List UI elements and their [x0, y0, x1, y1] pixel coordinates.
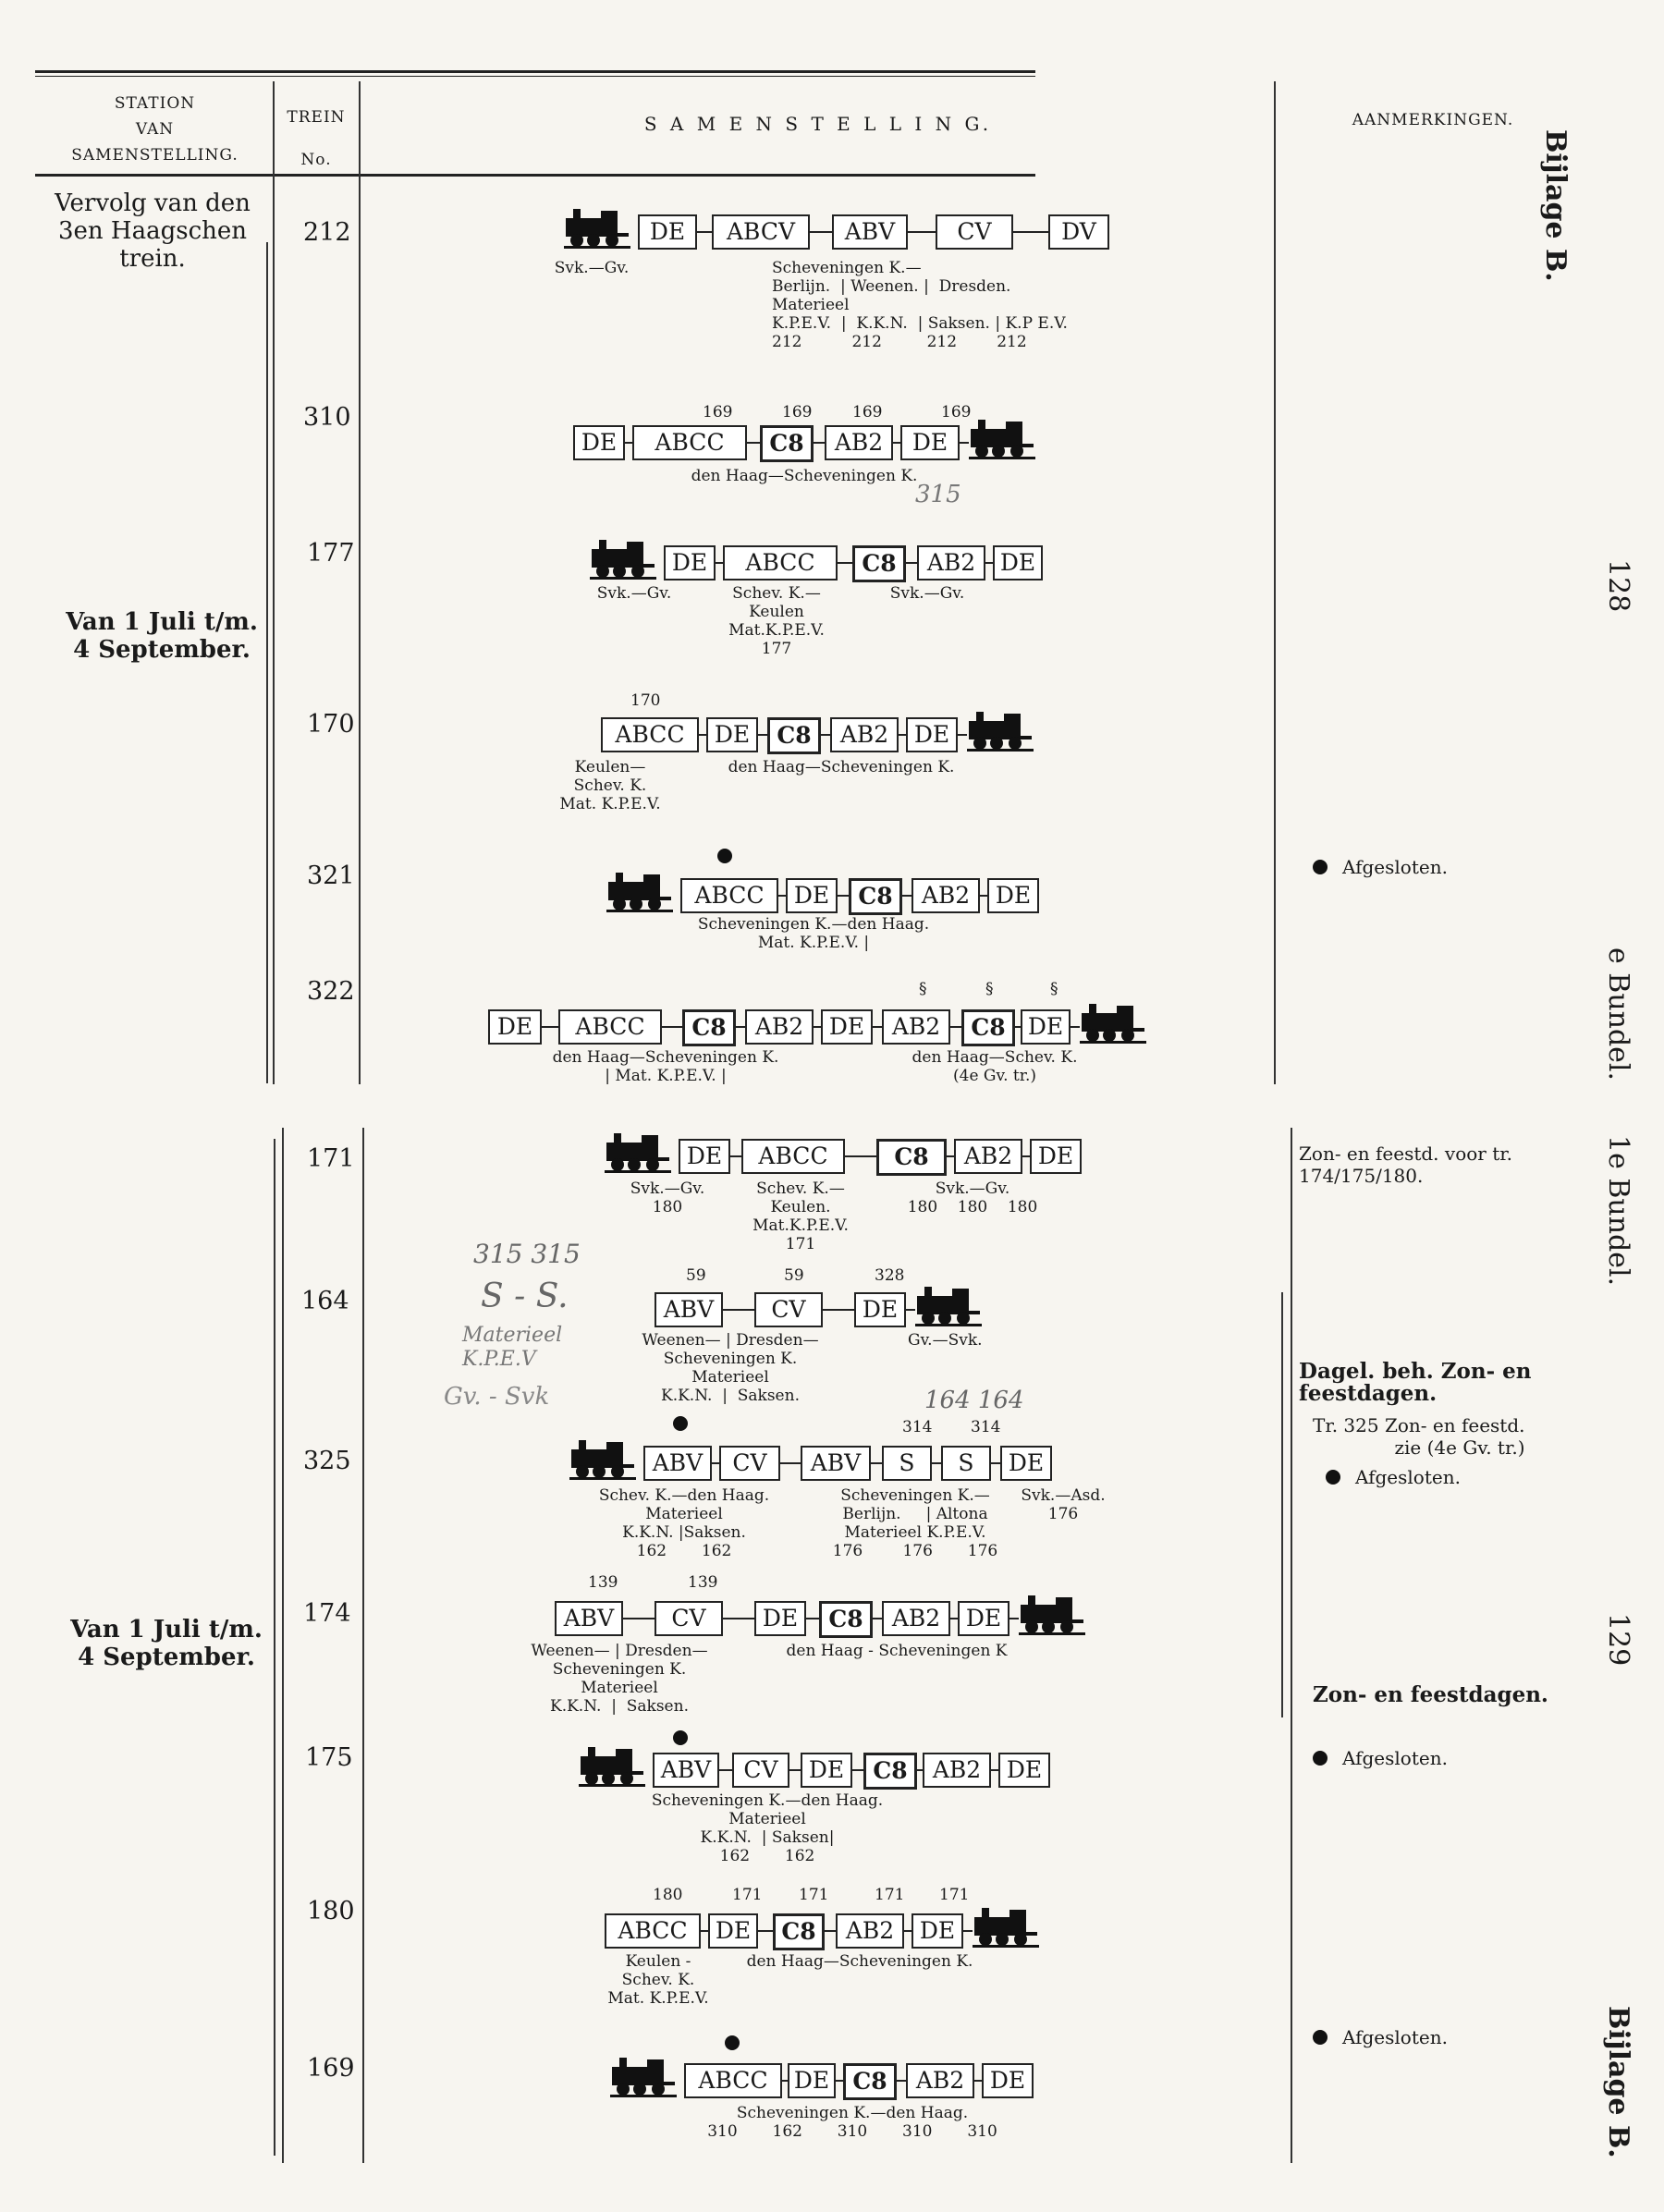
note-325: Afgesloten. — [1355, 1466, 1461, 1488]
composition-label: den Haag—Scheveningen K. | Mat. K.P.E.V. | — [552, 1048, 779, 1085]
coupling-line — [697, 231, 712, 233]
composition-label: Scheveningen K.—den Haag. Mat. K.P.E.V. | — [697, 915, 930, 952]
note-164-body: Tr. 325 Zon- en feestd. zie (4e Gv. tr.) — [1313, 1414, 1525, 1459]
carriage-de: DE — [958, 1601, 1009, 1636]
header-samenstelling: S A M E N S T E L L I N G. — [643, 113, 993, 135]
train-no-174: 174 — [303, 1599, 351, 1628]
carriage-de: DE — [1021, 1009, 1071, 1045]
car-number: § — [1050, 980, 1058, 998]
train-no-321: 321 — [307, 862, 355, 890]
carriage-s: S — [882, 1446, 932, 1481]
composition-label: Scheveningen K.—den Haag. 310 162 310 310 310 — [707, 2104, 997, 2141]
coupling-line — [814, 1026, 821, 1028]
composition-label: Weenen— | Dresden— Scheveningen K. Materieel K.K.N. | Saksen. — [642, 1331, 819, 1405]
car-number: § — [985, 980, 994, 998]
train-no-322: 322 — [307, 977, 355, 1006]
coupling-line — [904, 562, 917, 564]
carriage-abcc: ABCC — [605, 1913, 701, 1949]
train-no-310: 310 — [303, 403, 351, 432]
coupling-line — [780, 1462, 801, 1464]
col-divider-2 — [359, 81, 361, 1084]
coupling-line — [747, 442, 760, 444]
coupling-line — [806, 1618, 819, 1619]
carriage-cv: CV — [936, 214, 1013, 250]
carriage-c8: C8 — [852, 545, 906, 582]
brace-2 — [274, 1139, 275, 2156]
coupling-line — [1022, 1155, 1030, 1157]
car-number: 171 — [875, 1886, 905, 1904]
coupling-line — [838, 562, 852, 564]
coupling-line — [991, 1462, 1000, 1464]
carriage-c8: C8 — [843, 2063, 897, 2100]
coupling-line — [1013, 231, 1048, 233]
composition-label: Gv.—Svk. — [908, 1331, 983, 1350]
carriage-abcc: ABCC — [601, 717, 699, 752]
locomotive-icon — [1019, 1594, 1085, 1636]
coupling-line — [810, 231, 832, 233]
locomotive-icon — [579, 1745, 645, 1788]
brace-notes — [1281, 1292, 1283, 1717]
coupling-line — [542, 1026, 558, 1028]
coupling-line — [958, 734, 967, 736]
closed-dot-icon — [1313, 2030, 1328, 2045]
coupling-line — [623, 1618, 655, 1619]
note-174: Zon- en feestdagen. — [1313, 1682, 1548, 1707]
composition-label: den Haag - Scheveningen K — [786, 1642, 1008, 1660]
handwritten-note: Gv. - Svk — [444, 1383, 550, 1411]
composition-label: Scheveningen K.— Berlijn. | Weenen. | Dresden. Materieel K.P.E.V. | K.K.N. | Saksen. | K.P E.V. 212 212 212 212 — [772, 259, 1068, 351]
coupling-line — [662, 1026, 682, 1028]
train-no-325: 325 — [303, 1447, 351, 1475]
coupling-line — [819, 734, 830, 736]
composition-label: Weenen— | Dresden— Scheveningen K. Materieel K.K.N. | Saksen. — [531, 1642, 708, 1716]
carriage-de: DE — [987, 878, 1039, 913]
side-page-128: 128 — [1602, 559, 1634, 613]
col-divider-3b — [1291, 1128, 1292, 2163]
closed-dot-icon — [725, 2035, 740, 2050]
car-number: 169 — [782, 403, 813, 422]
locomotive-icon — [564, 207, 630, 250]
composition-label: Svk.—Gv. — [596, 584, 672, 603]
coupling-line — [730, 1155, 741, 1157]
composition-label: den Haag—Scheveningen K. — [728, 758, 955, 776]
carriage-abv: ABV — [643, 1446, 712, 1481]
handwritten-note: 164 164 — [924, 1387, 1024, 1414]
carriage-de: DE — [788, 2063, 836, 2098]
train-no-212: 212 — [303, 218, 351, 247]
carriage-ab2: AB2 — [917, 545, 985, 580]
car-number: 171 — [732, 1886, 763, 1904]
locomotive-icon — [606, 871, 673, 913]
locomotive-icon — [973, 1906, 1039, 1949]
carriage-abcc: ABCC — [680, 878, 778, 913]
carriage-cv: CV — [732, 1753, 789, 1788]
coupling-line — [789, 1769, 801, 1771]
coupling-line — [758, 1930, 773, 1932]
carriage-abv: ABV — [555, 1601, 623, 1636]
carriage-abv: ABV — [653, 1753, 719, 1788]
train-no-170: 170 — [307, 710, 355, 739]
car-number: 314 — [971, 1418, 1001, 1436]
header-aanmerkingen: AANMERKINGEN. — [1352, 111, 1514, 129]
coupling-line — [625, 442, 632, 444]
composition-label: den Haag—Scheveningen K. — [691, 467, 918, 485]
coupling-line — [1071, 1026, 1080, 1028]
coupling-line — [991, 1769, 998, 1771]
carriage-de: DE — [664, 545, 716, 580]
closed-dot-icon — [673, 1730, 688, 1745]
carriage-c8: C8 — [863, 1753, 917, 1790]
station-period-1: Van 1 Juli t/m. 4 September. — [66, 608, 258, 664]
closed-dot-icon — [717, 849, 732, 863]
coupling-line — [900, 895, 912, 897]
side-bundel-e: e Bundel. — [1602, 947, 1634, 1082]
carriage-c8: C8 — [876, 1139, 947, 1176]
coupling-line — [873, 1026, 882, 1028]
carriage-abcc: ABCC — [558, 1009, 662, 1045]
carriage-de: DE — [488, 1009, 542, 1045]
coupling-line — [723, 1309, 754, 1311]
carriage-abv: ABV — [655, 1292, 723, 1327]
coupling-line — [915, 1769, 923, 1771]
car-number: 171 — [799, 1886, 829, 1904]
car-number: 180 — [653, 1886, 683, 1904]
carriage-ab2: AB2 — [912, 878, 980, 913]
closed-dot-icon — [1313, 860, 1328, 874]
handwritten-note: 315 315 — [473, 1239, 581, 1269]
carriage-abcc: ABCC — [632, 425, 747, 460]
coupling-line — [758, 734, 767, 736]
locomotive-icon — [590, 538, 656, 580]
coupling-line — [893, 442, 900, 444]
carriage-de: DE — [801, 1753, 852, 1788]
carriage-de: DE — [754, 1601, 806, 1636]
carriage-abcc: ABCC — [741, 1139, 845, 1174]
carriage-c8: C8 — [961, 1009, 1015, 1046]
carriage-de: DE — [1000, 1446, 1052, 1481]
coupling-line — [1013, 1026, 1021, 1028]
top-rule — [35, 70, 1035, 73]
composition-label: Svk.—Gv. — [554, 259, 630, 277]
composition-label: Schev. K.— Keulen. Mat.K.P.E.V. 171 — [752, 1179, 849, 1253]
composition-label: Keulen— Schev. K. Mat. K.P.E.V. — [559, 758, 661, 813]
locomotive-icon — [969, 418, 1035, 460]
coupling-line — [812, 442, 825, 444]
composition-label: Svk.—Gv. 180 180 180 — [907, 1179, 1038, 1216]
carriage-c8: C8 — [760, 425, 814, 462]
coupling-line — [845, 1155, 876, 1157]
carriage-de: DE — [1030, 1139, 1082, 1174]
col-divider-1b — [282, 1128, 284, 2163]
carriage-ab2: AB2 — [882, 1009, 950, 1045]
carriage-de: DE — [906, 717, 958, 752]
locomotive-icon — [1080, 1002, 1146, 1045]
col-divider-3 — [1274, 81, 1276, 1084]
car-number: 328 — [875, 1266, 905, 1285]
carriage-cv: CV — [655, 1601, 723, 1636]
carriage-cv: CV — [754, 1292, 823, 1327]
car-number: 169 — [941, 403, 972, 422]
carriage-abcc: ABCC — [684, 2063, 782, 2098]
header-trein: TREIN No. — [287, 108, 346, 169]
coupling-line — [932, 1462, 941, 1464]
carriage-abv: ABV — [801, 1446, 871, 1481]
coupling-line — [701, 1930, 708, 1932]
coupling-line — [699, 734, 706, 736]
header-rule — [35, 174, 1035, 177]
carriage-ab2: AB2 — [836, 1913, 904, 1949]
coupling-line — [836, 2080, 843, 2082]
coupling-line — [963, 1930, 973, 1932]
car-number: 169 — [852, 403, 883, 422]
car-number: 139 — [688, 1573, 718, 1592]
train-no-175: 175 — [305, 1743, 353, 1772]
coupling-line — [985, 562, 993, 564]
coupling-line — [734, 1026, 745, 1028]
coupling-line — [950, 1618, 958, 1619]
col-divider-2b — [362, 1128, 364, 2163]
car-number: 171 — [939, 1886, 970, 1904]
carriage-dv: DV — [1048, 214, 1109, 250]
carriage-de: DE — [573, 425, 625, 460]
coupling-line — [895, 2080, 906, 2082]
carriage-abcv: ABCV — [712, 214, 810, 250]
coupling-line — [719, 1769, 732, 1771]
composition-label: Keulen - Schev. K. Mat. K.P.E.V. — [607, 1952, 709, 2008]
composition-label: den Haag—Scheveningen K. — [746, 1952, 973, 1971]
handwritten-note: Materieel K.P.E.V — [462, 1324, 563, 1371]
coupling-line — [945, 1155, 954, 1157]
composition-label: Svk.—Gv. — [889, 584, 965, 603]
side-bundel-1e: 1e Bundel. — [1602, 1135, 1634, 1287]
locomotive-icon — [915, 1285, 982, 1327]
car-number: 314 — [902, 1418, 933, 1436]
coupling-line — [716, 562, 723, 564]
side-bijlage-top: Bijlage B. — [1539, 129, 1572, 282]
composition-label: Schev. K.—den Haag. Materieel K.K.N. |Saksen. 162 162 — [598, 1486, 770, 1560]
car-number: 169 — [703, 403, 733, 422]
station-period-2: Van 1 Juli t/m. 4 September. — [70, 1616, 263, 1671]
carriage-ab2: AB2 — [906, 2063, 974, 2098]
carriage-de: DE — [912, 1913, 963, 1949]
carriage-ab2: AB2 — [825, 425, 893, 460]
train-no-180: 180 — [307, 1897, 355, 1925]
coupling-line — [823, 1930, 836, 1932]
coupling-line — [852, 1769, 863, 1771]
carriage-s: S — [941, 1446, 991, 1481]
coupling-line — [838, 895, 849, 897]
carriage-abv: ABV — [832, 214, 908, 250]
carriage-de: DE — [900, 425, 960, 460]
handwritten-note: S - S. — [481, 1277, 569, 1315]
car-number: 59 — [784, 1266, 804, 1285]
carriage-de: DE — [706, 717, 758, 752]
train-no-171: 171 — [307, 1144, 355, 1173]
carriage-c8: C8 — [819, 1601, 873, 1638]
car-number: 59 — [686, 1266, 706, 1285]
note-321: Afgesloten. — [1342, 856, 1448, 878]
carriage-abcc: ABCC — [723, 545, 838, 580]
coupling-line — [974, 2080, 982, 2082]
train-no-164: 164 — [301, 1287, 349, 1315]
coupling-line — [960, 442, 969, 444]
coupling-line — [908, 231, 936, 233]
locomotive-icon — [967, 710, 1034, 752]
closed-dot-icon — [1326, 1470, 1340, 1485]
station-vervolg: Vervolg van den 3en Haagschen trein. — [55, 189, 251, 273]
carriage-ab2: AB2 — [923, 1753, 991, 1788]
top-rule-thin — [35, 76, 1035, 77]
carriage-de: DE — [679, 1139, 730, 1174]
coupling-line — [1009, 1618, 1019, 1619]
composition-label: Svk.—Asd. 176 — [1021, 1486, 1106, 1523]
closed-dot-icon — [673, 1416, 688, 1431]
carriage-ab2: AB2 — [830, 717, 899, 752]
closed-dot-icon — [1313, 1751, 1328, 1766]
carriage-c8: C8 — [773, 1913, 825, 1950]
handwritten-note: 315 — [915, 481, 961, 508]
carriage-c8: C8 — [767, 717, 821, 754]
carriage-de: DE — [821, 1009, 873, 1045]
carriage-ab2: AB2 — [745, 1009, 814, 1045]
carriage-ab2: AB2 — [954, 1139, 1022, 1174]
note-171: Zon- en feestd. voor tr. 174/175/180. — [1299, 1143, 1512, 1187]
side-bijlage-bottom: Bijlage B. — [1602, 2006, 1634, 2158]
col-divider-1 — [273, 81, 275, 1084]
coupling-line — [871, 1462, 882, 1464]
coupling-line — [823, 1309, 854, 1311]
car-number: § — [919, 980, 927, 998]
composition-label: Scheveningen K.— Berlijn. | Altona Materieel K.P.E.V. 176 176 176 — [832, 1486, 998, 1560]
locomotive-icon — [610, 2056, 677, 2098]
coupling-line — [950, 1026, 961, 1028]
coupling-line — [871, 1618, 882, 1619]
composition-label: Svk.—Gv. 180 — [630, 1179, 705, 1216]
carriage-de: DE — [708, 1913, 758, 1949]
locomotive-icon — [569, 1438, 636, 1481]
composition-label: Schev. K.— Keulen Mat.K.P.E.V. 177 — [728, 584, 825, 658]
carriage-de: DE — [993, 545, 1043, 580]
car-number: 170 — [630, 691, 661, 710]
coupling-line — [904, 1930, 912, 1932]
header-station: STATION VAN SAMENSTELLING. — [71, 94, 239, 165]
carriage-c8: C8 — [682, 1009, 736, 1046]
coupling-line — [906, 1309, 915, 1311]
carriage-de: DE — [998, 1753, 1050, 1788]
note-164-title: Dagel. beh. Zon- en feestdagen. — [1299, 1359, 1532, 1406]
note-175: Afgesloten. — [1342, 1747, 1448, 1769]
note-169: Afgesloten. — [1342, 2026, 1448, 2048]
coupling-line — [778, 895, 786, 897]
carriage-c8: C8 — [849, 878, 902, 915]
carriage-ab2: AB2 — [882, 1601, 950, 1636]
coupling-line — [712, 1462, 719, 1464]
coupling-line — [899, 734, 906, 736]
carriage-de: DE — [854, 1292, 906, 1327]
side-page-129: 129 — [1602, 1613, 1634, 1667]
composition-label: Scheveningen K.—den Haag. Materieel K.K.N. | Saksen| 162 162 — [651, 1791, 884, 1865]
carriage-cv: CV — [719, 1446, 780, 1481]
brace-1 — [266, 242, 268, 1083]
locomotive-icon — [605, 1131, 671, 1174]
carriage-de: DE — [638, 214, 697, 250]
train-no-169: 169 — [307, 2054, 355, 2083]
carriage-de: DE — [786, 878, 838, 913]
coupling-line — [723, 1618, 754, 1619]
train-no-177: 177 — [307, 539, 355, 568]
carriage-de: DE — [982, 2063, 1034, 2098]
coupling-line — [980, 895, 987, 897]
car-number: 139 — [588, 1573, 618, 1592]
composition-label: den Haag—Schev. K. (4e Gv. tr.) — [912, 1048, 1078, 1085]
